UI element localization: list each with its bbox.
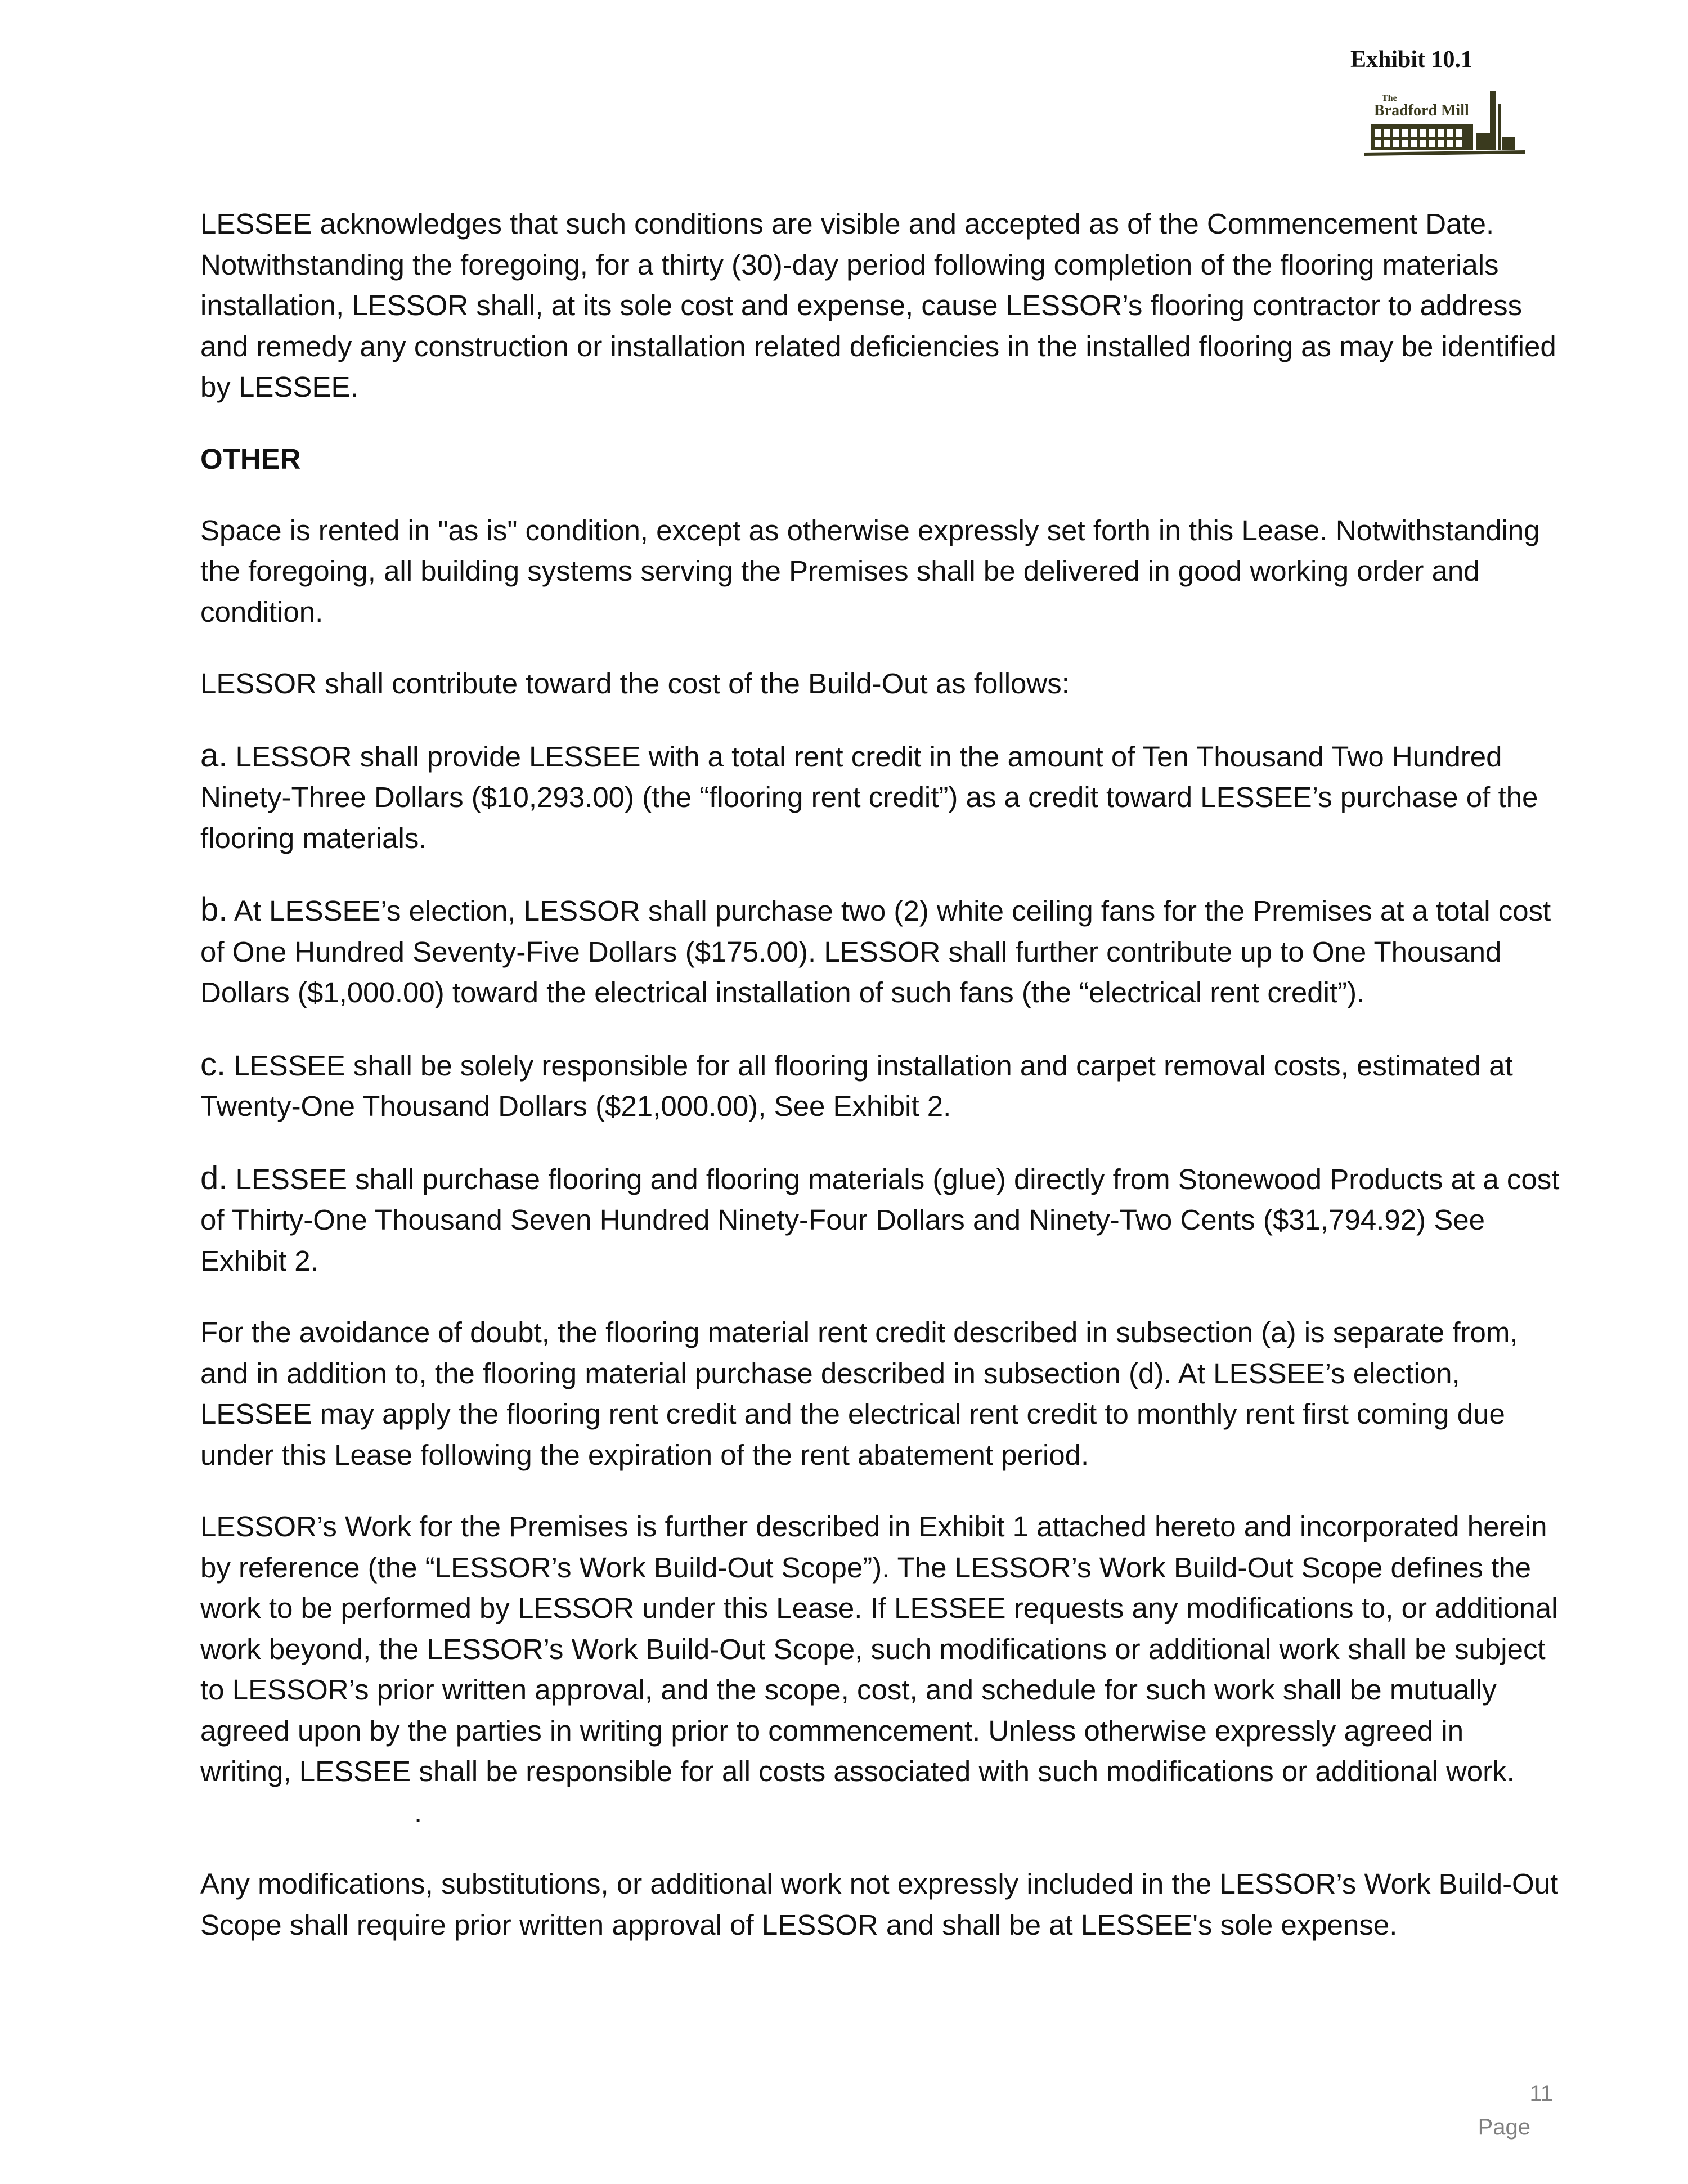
trailing-period: . bbox=[414, 1796, 423, 1828]
paragraph-lessor-work-text: LESSOR’s Work for the Premises is further described in Exhibit 1 attached hereto and incorporated herein by reference (the “LESSOR’s Work Build-Out Scope”). The LESSOR’s Work Build-Out Scope defines the work to be performed by LESSOR under this Lease. If LESSEE requests any modifications to, or additional work beyond, the LESSOR’s Work Build-Out Scope, such modifications or additional work shall be subject to LESSOR’s prior written approval, and the scope, cost, and schedule for such work shall be mutually agreed upon by the parties in writing prior to commencement. Unless otherwise expressly agreed in writing, LESSEE shall be responsible for all costs associated with such modifications or additional work. bbox=[200, 1510, 1558, 1787]
paragraph-avoidance-of-doubt: For the avoidance of doubt, the flooring material rent credit described in subsection (a) is separate from, and in addition to, the flooring material purchase described in subsection (d). At LESSEE’s election, LESSEE may apply the flooring rent credit and the electrical rent credit to monthly rent first coming due under this Lease following the expiration of the rent abatement period. bbox=[200, 1316, 1518, 1471]
paragraph-flooring-remedy: LESSEE acknowledges that such conditions are visible and accepted as of the Commencement Date. Notwithstanding the foregoing, for a thirty (30)-day period following completion of the flooring materials installation, LESSOR shall, at its sole cost and expense, cause LESSOR’s flooring contractor to address and remedy any construction or installation related deficiencies in the installed flooring as may be identified by LESSEE. bbox=[200, 208, 1556, 403]
list-item-letter: c. bbox=[200, 1046, 226, 1083]
list-item-c bbox=[200, 1044, 1562, 1127]
list-item-text: LESSOR shall provide LESSEE with a total rent credit in the amount of Ten Thousand Two Hundred Ninety-Three Dollars ($10,293.00) (the “flooring rent credit”) as a credit toward LESSEE’s purchase of the flooring materials. bbox=[200, 740, 1538, 854]
list-item-a bbox=[200, 736, 1562, 859]
list-item-text: At LESSEE’s election, LESSOR shall purchase two (2) white ceiling fans for the Premises at a total cost of One Hundred Seventy-Five Dollars ($175.00). LESSOR shall further contribute up to One Thousand Dollars ($1,000.00) toward the electrical installation of such fans (the “electrical rent credit”). bbox=[200, 895, 1551, 1008]
list-item-text: LESSEE shall be solely responsible for all flooring installation and carpet removal costs, estimated at Twenty-One Thousand Dollars ($21,000.00), See Exhibit 2. bbox=[200, 1049, 1513, 1122]
list-item-letter: a. bbox=[200, 737, 228, 774]
document-body bbox=[200, 204, 1562, 1976]
page-footer bbox=[1418, 2077, 1553, 2144]
the-bradford-mill-logo bbox=[1362, 87, 1530, 163]
paragraph-contribute: LESSOR shall contribute toward the cost of the Build-Out as follows: bbox=[200, 667, 1070, 699]
list-item-letter: d. bbox=[200, 1159, 228, 1196]
list-item-b bbox=[200, 890, 1562, 1013]
list-item-d bbox=[200, 1158, 1562, 1282]
paragraph-lessor-work bbox=[200, 1506, 1562, 1833]
exhibit-label: Exhibit 10.1 bbox=[1350, 47, 1473, 73]
section-heading-other: OTHER bbox=[200, 442, 301, 475]
logo-text-main: Bradford Mill bbox=[1374, 102, 1469, 119]
list-item-letter: b. bbox=[200, 891, 228, 928]
paragraph-as-is: Space is rented in "as is" condition, except as otherwise expressly set forth in this Lease. Notwithstanding the foregoing, all building systems serving the Premises shall be delivered in good working order and condition. bbox=[200, 514, 1540, 628]
page-number: 11 bbox=[1529, 2081, 1553, 2106]
logo-text-top: The bbox=[1382, 93, 1397, 103]
paragraph-modifications: Any modifications, substitutions, or additional work not expressly included in the LESSOR’s Work Build-Out Scope shall require prior written approval of LESSOR and shall be at LESSEE's sole expense. bbox=[200, 1868, 1559, 1941]
page-label: Page bbox=[1478, 2115, 1530, 2140]
list-item-text: LESSEE shall purchase flooring and flooring materials (glue) directly from Stonewood Products at a cost of Thirty-One Thousand Seven Hundred Ninety-Four Dollars and Ninety-Two Cents ($31,794.92) See Exhibit 2. bbox=[200, 1163, 1560, 1277]
